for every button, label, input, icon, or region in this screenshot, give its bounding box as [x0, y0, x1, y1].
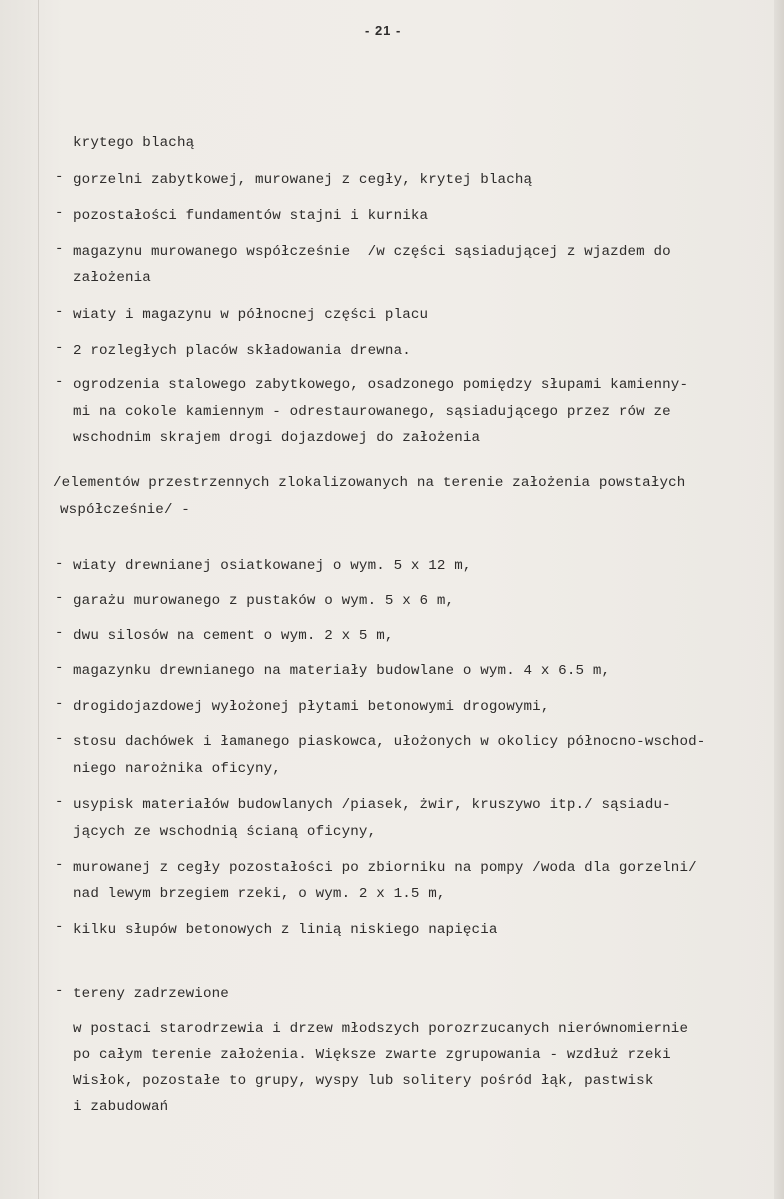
text-line: krytego blachą — [73, 135, 195, 151]
list-dash: - — [55, 340, 64, 356]
list-item: magazynku drewnianego na materiały budowlane o wym. 4 x 6.5 m, — [73, 663, 611, 679]
list-dash: - — [55, 857, 64, 873]
list-dash: - — [55, 696, 64, 712]
list-dash: - — [55, 205, 64, 221]
list-dash: - — [55, 374, 64, 390]
list-item: dwu silosów na cement o wym. 2 x 5 m, — [73, 628, 394, 644]
list-dash: - — [55, 241, 64, 257]
list-item: magazynu murowanego współcześnie /w części sąsiadującej z wjazdem do — [73, 244, 671, 260]
list-item-continuation: niego narożnika oficyny, — [73, 761, 281, 777]
list-item-continuation: nad lewym brzegiem rzeki, o wym. 2 x 1.5 m, — [73, 886, 446, 902]
list-dash: - — [55, 794, 64, 810]
list-item: usypisk materiałów budowlanych /piasek, żwir, kruszywo itp./ sąsiadu- — [73, 797, 671, 813]
paragraph-line: i zabudowań — [73, 1099, 169, 1115]
list-item-continuation: wschodnim skrajem drogi dojazdowej do założenia — [73, 430, 481, 446]
list-item: kilku słupów betonowych z linią niskiego napięcia — [73, 922, 498, 938]
list-dash: - — [55, 625, 64, 641]
page-number: - 21 - — [365, 23, 402, 38]
list-item: murowanej z cegły pozostałości po zbiorniku na pompy /woda dla gorzelni/ — [73, 860, 697, 876]
list-item: 2 rozległych placów składowania drewna. — [73, 343, 411, 359]
list-item-continuation: mi na cokole kamiennym - odrestaurowanego, sąsiadującego przez rów ze — [73, 404, 671, 420]
list-dash: - — [55, 556, 64, 572]
list-item: ogrodzenia stalowego zabytkowego, osadzonego pomiędzy słupami kamienny- — [73, 377, 689, 393]
list-item: garażu murowanego z pustaków o wym. 5 x 6 m, — [73, 593, 455, 609]
list-item-continuation: jących ze wschodnią ścianą oficyny, — [73, 824, 377, 840]
list-item: gorzelni zabytkowej, murowanej z cegły, krytej blachą — [73, 172, 533, 188]
list-item: pozostałości fundamentów stajni i kurnika — [73, 208, 429, 224]
page-shadow — [774, 0, 784, 1199]
section-heading: tereny zadrzewione — [73, 986, 229, 1002]
list-dash: - — [55, 169, 64, 185]
list-item: wiaty drewnianej osiatkowanej o wym. 5 x 12 m, — [73, 558, 472, 574]
list-dash: - — [55, 983, 64, 999]
paragraph-line: współcześnie/ - — [60, 502, 190, 518]
page-fold-line — [38, 0, 39, 1199]
list-item: stosu dachówek i łamanego piaskowca, ułożonych w okolicy północno-wschod- — [73, 734, 706, 750]
paragraph-line: /elementów przestrzennych zlokalizowanych na terenie założenia powstałych — [53, 475, 686, 491]
list-item-continuation: założenia — [73, 270, 151, 286]
list-dash: - — [55, 590, 64, 606]
paragraph-line: w postaci starodrzewia i drzew młodszych porozrzucanych nierównomiernie — [73, 1021, 689, 1037]
paragraph-line: Wisłok, pozostałe to grupy, wyspy lub solitery pośród łąk, pastwisk — [73, 1073, 654, 1089]
list-dash: - — [55, 660, 64, 676]
list-item: drogidojazdowej wyłożonej płytami betonowymi drogowymi, — [73, 699, 550, 715]
list-dash: - — [55, 304, 64, 320]
list-item: wiaty i magazynu w północnej części placu — [73, 307, 429, 323]
list-dash: - — [55, 919, 64, 935]
paragraph-line: po całym terenie założenia. Większe zwarte zgrupowania - wzdłuż rzeki — [73, 1047, 671, 1063]
list-dash: - — [55, 731, 64, 747]
